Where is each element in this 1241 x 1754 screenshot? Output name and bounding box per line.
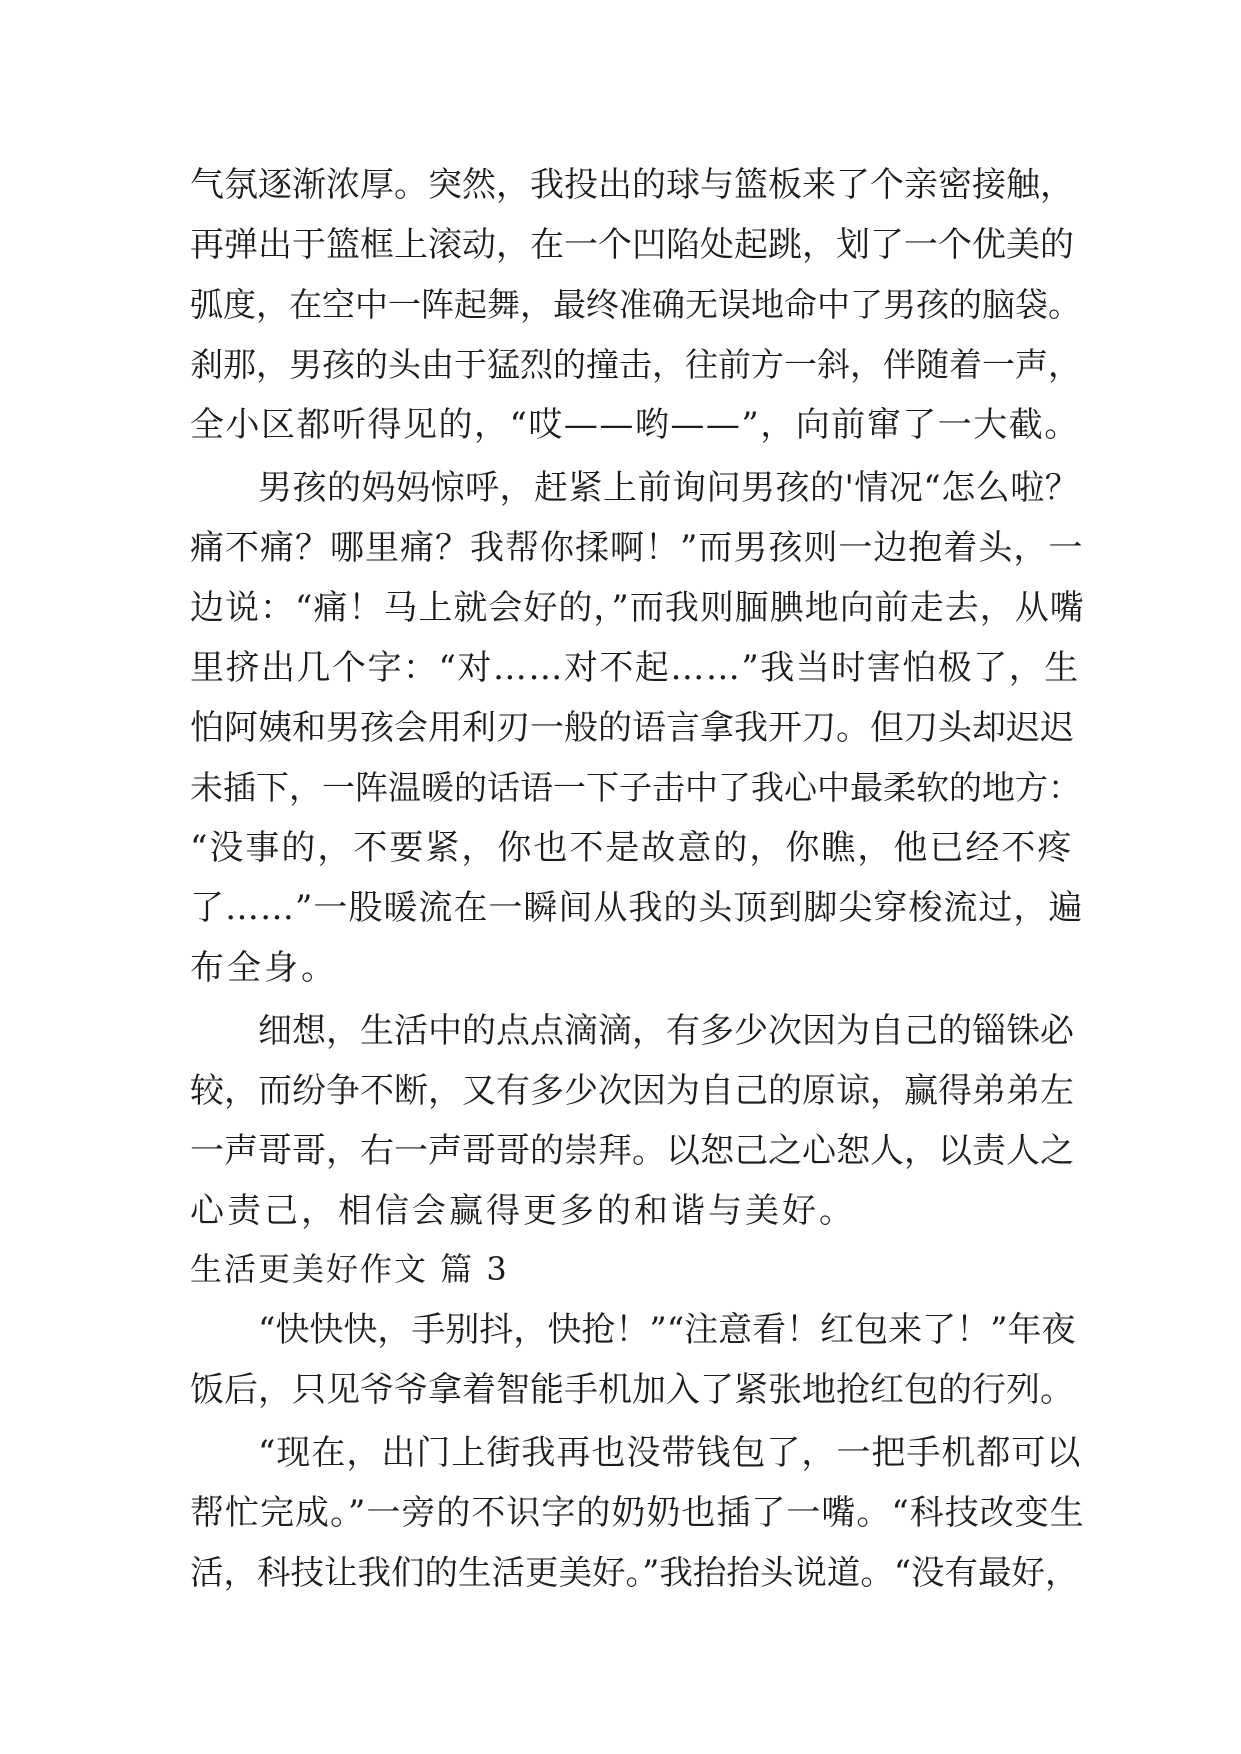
text-line: 弧度，在空中一阵起舞，最终准确无误地命中了男孩的脑袋。 bbox=[190, 285, 1081, 324]
section-heading: 生活更美好作文 篇 3 bbox=[190, 1250, 509, 1288]
paragraph-start-line: “现在，出门上街我再也没带钱包了，一把手机都可以 bbox=[258, 1433, 1082, 1473]
text-line: 刹那，男孩的头由于猛烈的撞击，往前方一斜，伴随着一声， bbox=[190, 345, 1081, 384]
text-line: 活，科技让我们的生活更美好。”我抬抬头说道。“没有最好， bbox=[190, 1553, 1079, 1592]
text-line: 气氛逐渐浓厚。突然，我投出的球与篮板来了个亲密接触， bbox=[190, 165, 1074, 205]
text-line: “没事的，不要紧，你也不是故意的，你瞧，他已经不疼 bbox=[190, 828, 1074, 868]
text-line: 里挤出几个字：“对……对不起……”我当时害怕极了，生 bbox=[190, 648, 1080, 688]
text-line: 帮忙完成。”一旁的不识字的奶奶也插了一嘴。“科技改变生 bbox=[190, 1493, 1085, 1533]
text-line: 布全身。 bbox=[190, 948, 338, 988]
text-line: 未插下，一阵温暖的话语一下子击中了我心中最柔软的地方： bbox=[190, 768, 1081, 807]
text-line: 痛不痛？哪里痛？我帮你揉啊！”而男孩则一边抱着头，一 bbox=[190, 528, 1084, 568]
text-line: 心责己，相信会赢得更多的和谐与美好。 bbox=[190, 1191, 856, 1231]
paragraph-start-line: “快快快，手别抖，快抢！”“注意看！红包来了！”年夜 bbox=[258, 1310, 1076, 1350]
text-line: 一声哥哥，右一声哥哥的崇拜。以恕己之心恕人，以责人之 bbox=[190, 1131, 1074, 1171]
text-line: 较，而纷争不断，又有多少次因为自己的原谅，赢得弟弟左 bbox=[190, 1071, 1074, 1111]
paragraph-start-line: 男孩的妈妈惊呼，赶紧上前询问男孩的'情况“怎么啦？ bbox=[258, 468, 1080, 508]
text-line: 了……”一股暖流在一瞬间从我的头顶到脚尖穿梭流过，遍 bbox=[190, 888, 1084, 928]
text-line: 饭后，只见爷爷拿着智能手机加入了紧张地抢红包的行列。 bbox=[190, 1370, 1074, 1410]
text-line: 怕阿姨和男孩会用利刃一般的语言拿我开刀。但刀头却迟迟 bbox=[190, 708, 1074, 748]
text-line: 再弹出于篮框上滚动，在一个凹陷处起跳，划了一个优美的 bbox=[190, 225, 1074, 265]
paragraph-start-line: 细想，生活中的点点滴滴，有多少次因为自己的锱铢必 bbox=[258, 1011, 1074, 1051]
text-line: 边说：“痛！马上就会好的，”而我则腼腆地向前走去，从嘴 bbox=[190, 588, 1085, 628]
text-line: 全小区都听得见的，“哎——哟——”，向前窜了一大截。 bbox=[190, 405, 1080, 445]
